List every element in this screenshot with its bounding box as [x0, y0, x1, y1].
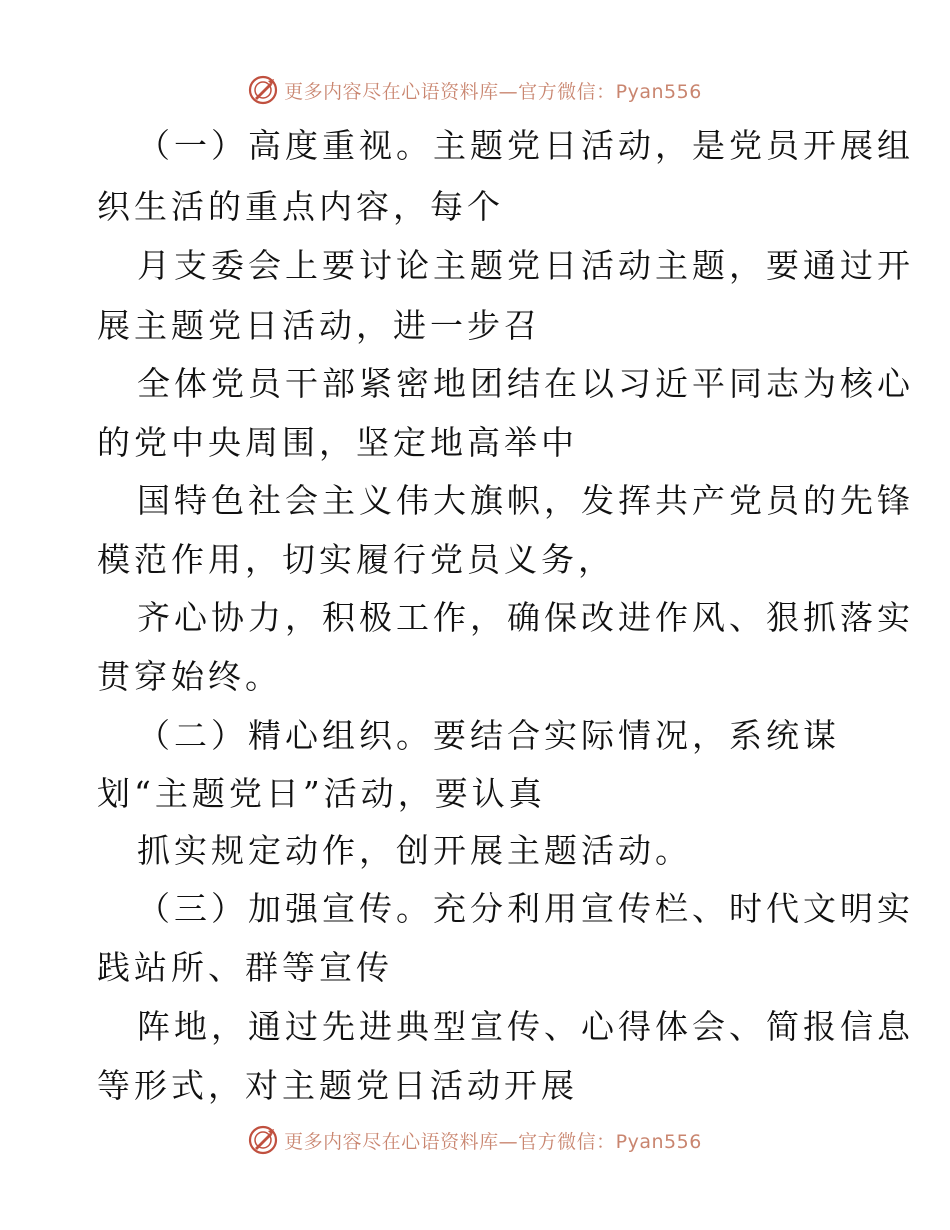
paragraph-line: （二）精心组织。要结合实际情况，系统谋 — [137, 716, 840, 755]
watermark-logo-icon — [248, 75, 278, 105]
paragraph-line: 划“主题党日”活动，要认真 — [97, 774, 546, 813]
watermark-text: 更多内容尽在心语资料库—官方微信：Pyan556 — [284, 80, 702, 103]
header-watermark — [0, 70, 950, 110]
paragraph-line: 模范作用，切实履行党员义务， — [97, 540, 615, 579]
paragraph-line: （一）高度重视。主题党日活动，是党员开展组 — [137, 126, 914, 165]
watermark-logo-icon — [248, 1125, 278, 1155]
paragraph-line: 阵地，通过先进典型宣传、心得体会、简报信息 — [137, 1007, 914, 1046]
footer-watermark — [0, 1120, 950, 1160]
paragraph-line: 等形式，对主题党日活动开展 — [97, 1066, 578, 1105]
watermark-text: 更多内容尽在心语资料库—官方微信：Pyan556 — [284, 1130, 702, 1153]
paragraph-line: 抓实规定动作，创开展主题活动。 — [137, 831, 692, 870]
paragraph-line: 月支委会上要讨论主题党日活动主题，要通过开 — [137, 246, 914, 285]
paragraph-line: 践站所、群等宣传 — [97, 948, 393, 987]
paragraph-line: 贯穿始终。 — [97, 657, 282, 696]
paragraph-line: 的党中央周围，坚定地高举中 — [97, 423, 578, 462]
paragraph-line: 国特色社会主义伟大旗帜，发挥共产党员的先锋 — [137, 481, 914, 520]
paragraph-line: 齐心协力，积极工作，确保改进作风、狠抓落实 — [137, 598, 914, 637]
paragraph-line: （三）加强宣传。充分利用宣传栏、时代文明实 — [137, 889, 914, 928]
paragraph-line: 全体党员干部紧密地团结在以习近平同志为核心 — [137, 364, 914, 403]
paragraph-line: 展主题党日活动，进一步召 — [97, 306, 541, 345]
paragraph-line: 织生活的重点内容，每个 — [97, 187, 504, 226]
